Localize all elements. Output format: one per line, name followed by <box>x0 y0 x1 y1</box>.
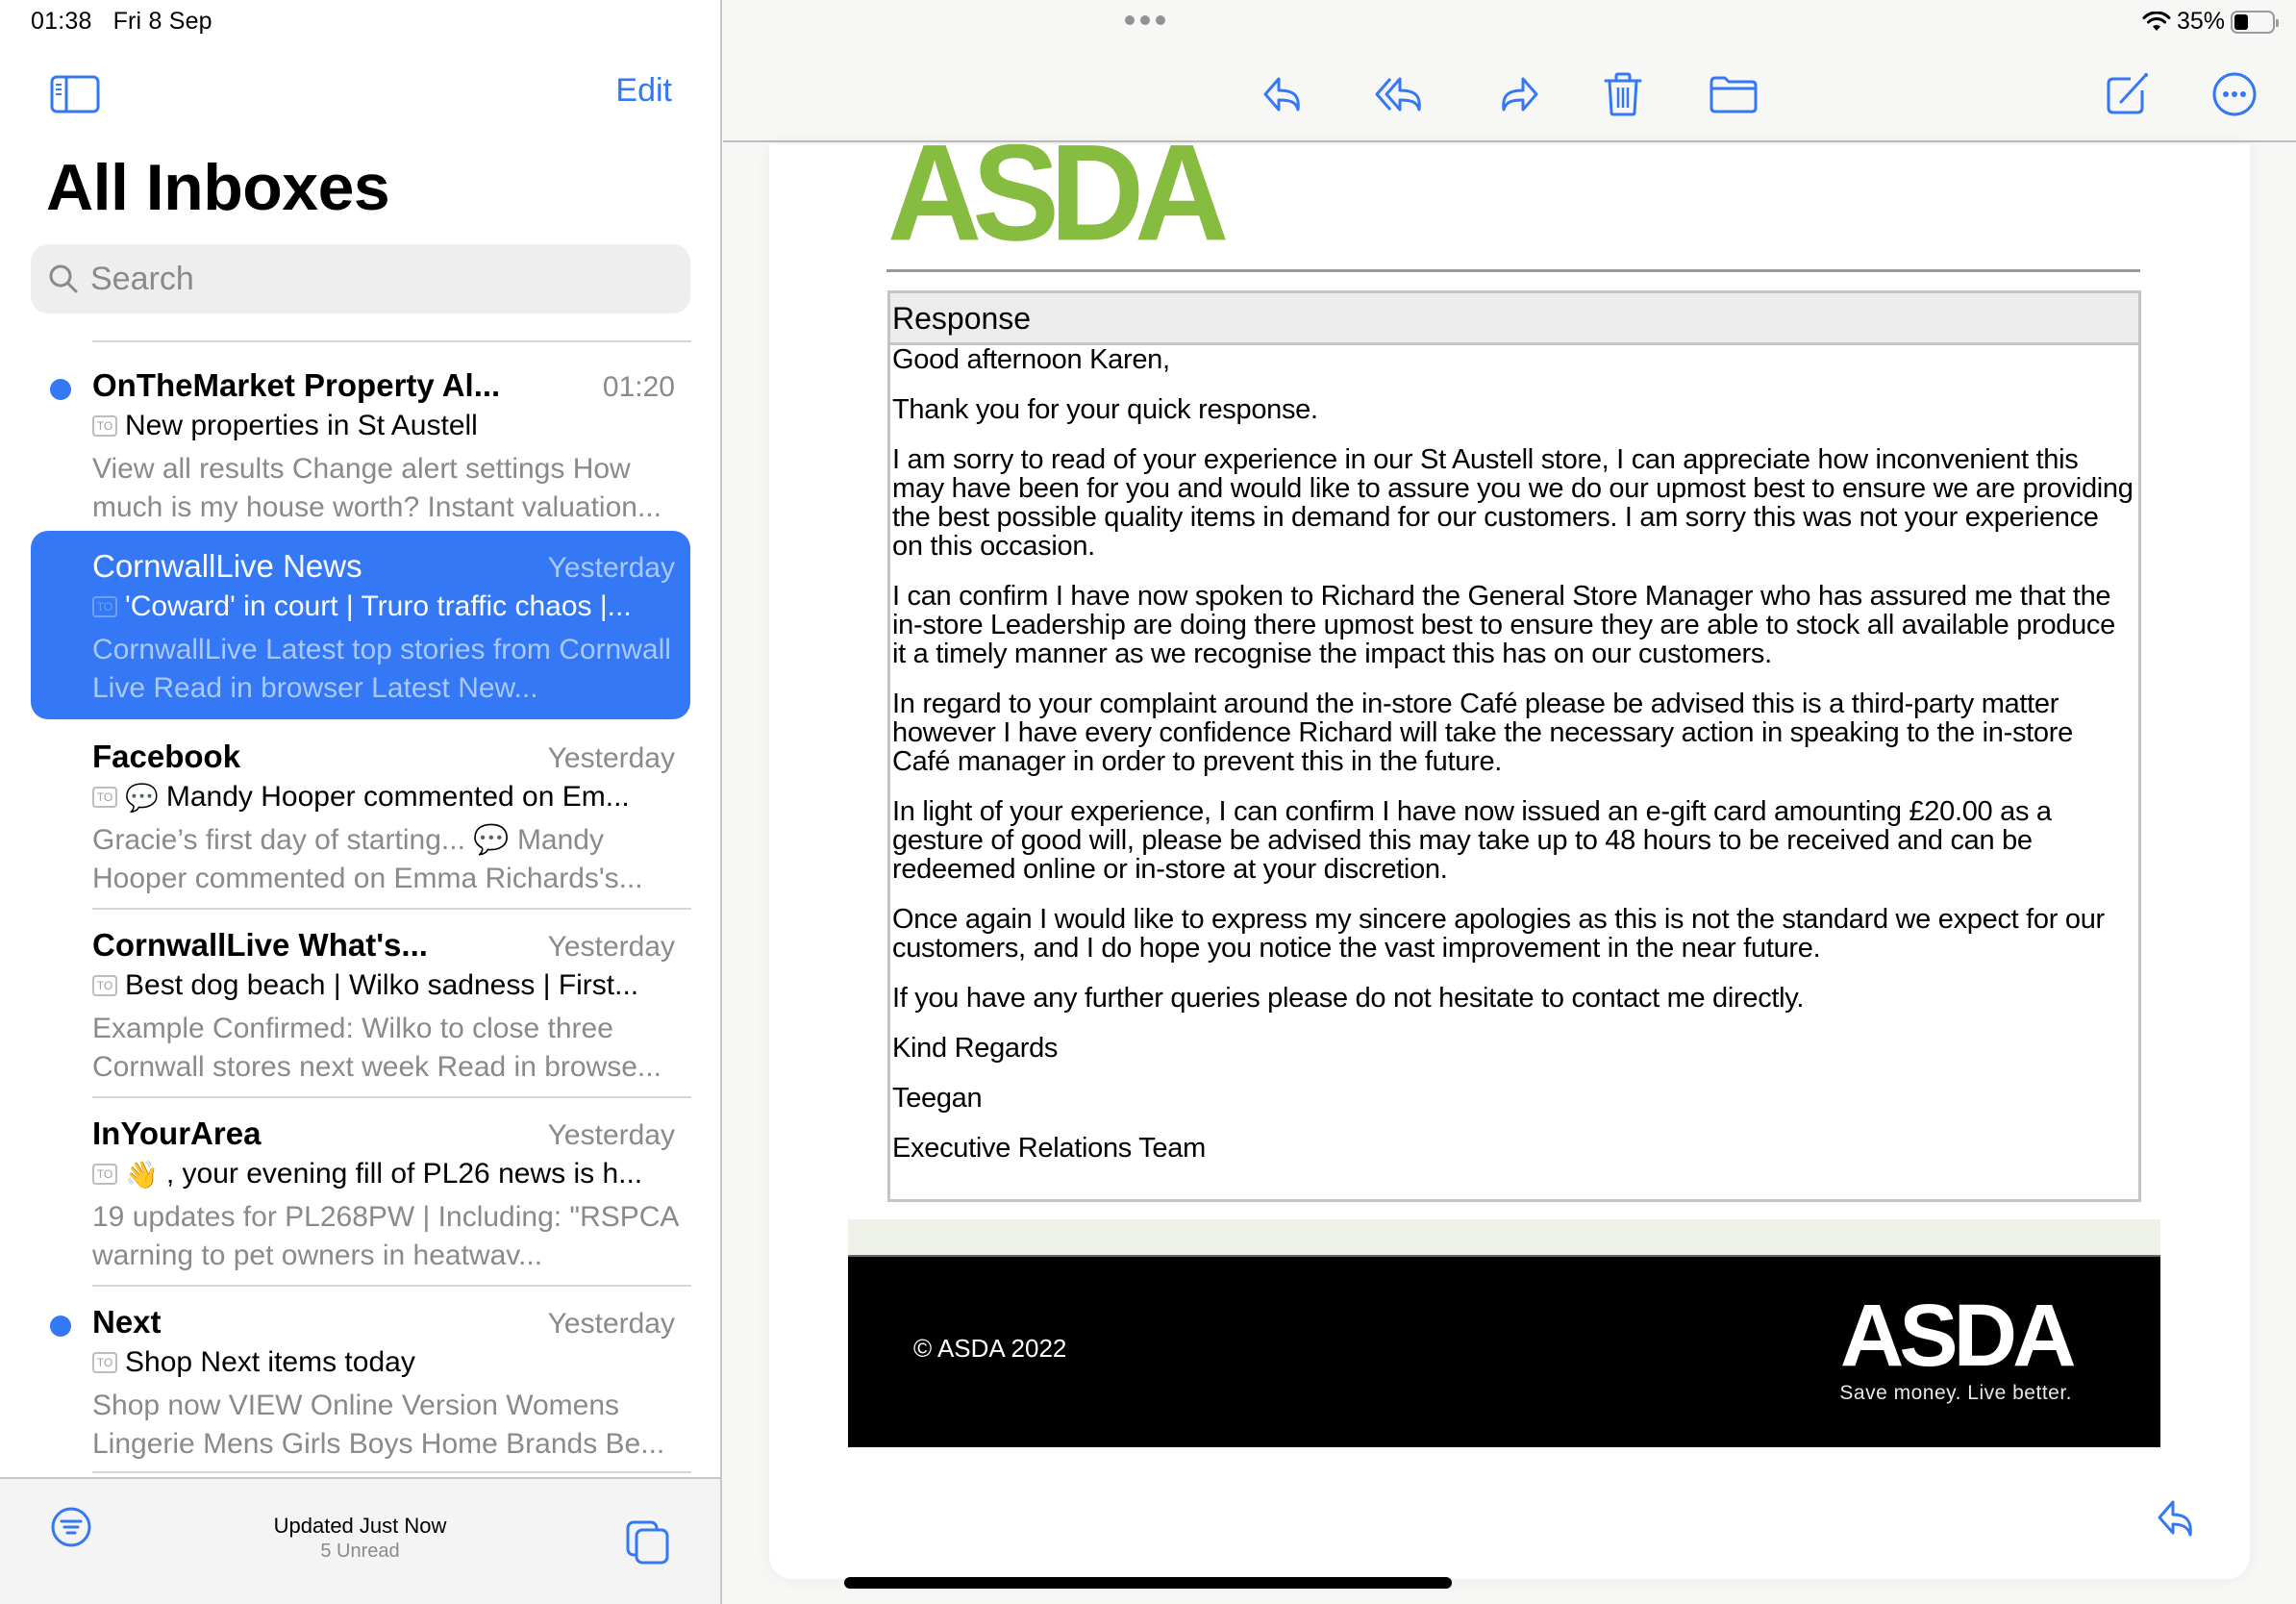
status-time: 01:38 <box>31 8 92 35</box>
message-time: Yesterday <box>547 742 675 774</box>
multitasking-dots-icon[interactable] <box>1125 15 1165 25</box>
more-icon[interactable] <box>2209 69 2259 119</box>
body-paragraph: Once again I would like to express my sincere apologies as this is not the standard we expect for our customers, and I do hope you notice the vast improvement in the near future. <box>892 904 2105 964</box>
body-paragraph: I can confirm I have now spoken to Richard the General Store Manager who has assured me that the in-store Leadership are doing there upmost best to ensure they are able to stock all available produce it a timely manner as we recognise the impact this has on our customers. <box>892 581 2115 669</box>
trash-icon[interactable] <box>1598 69 1648 119</box>
body-paragraph: In regard to your complaint around the in-store Café please be advised this is a third-party matter however I have every confidence Richard will take the necessary action in speaking to the in-store Café manager in order to prevent this in the future. <box>892 689 2073 777</box>
message-subject: , your evening fill of PL26 news is h... <box>165 1158 643 1190</box>
divider <box>92 340 691 342</box>
message-time: Yesterday <box>547 931 675 963</box>
folder-icon[interactable] <box>1708 69 1759 119</box>
forward-icon[interactable] <box>1492 69 1542 119</box>
signature-name: Teegan <box>892 1083 983 1114</box>
message-sender: Next <box>92 1304 162 1340</box>
search-input[interactable] <box>90 261 667 298</box>
search-field[interactable] <box>31 244 690 313</box>
edit-button[interactable]: Edit <box>615 72 672 109</box>
mailbox-sidebar <box>0 0 722 1604</box>
updated-status: Updated Just Now <box>273 1514 447 1538</box>
message-item[interactable] <box>31 350 690 539</box>
message-preview: 19 updates for PL268PW | Including: "RSPCA warning to pet owners in heatwav... <box>92 1201 678 1271</box>
sign-off: Kind Regards <box>892 1033 1059 1064</box>
asda-tagline: Save money. Live better. <box>1839 1382 2072 1404</box>
body-paragraph: I am sorry to read of your experience in our St Austell store, I can appreciate how inconvenient this may have been for you and would like to assure you we do our upmost best to ensure we are providing the best possible quality items in demand for our customers. I am sorry this was not your experience on this occasion. <box>892 444 2134 562</box>
speech-bubble-icon: 💬 <box>125 782 159 813</box>
to-badge-icon: TO <box>92 415 117 437</box>
message-subject: Mandy Hooper commented on Em... <box>165 781 630 813</box>
body-paragraph: In light of your experience, I can confirm I have now issued an e-gift card amounting £20.00 as a gesture of good will, please be advised this may take up to 48 hours to be received and can be redeemed online or in-store at your discretion. <box>892 796 2052 885</box>
body-paragraph: If you have any further queries please do not hesitate to contact me directly. <box>892 983 1805 1014</box>
to-badge-icon: TO <box>92 787 117 808</box>
message-sender: Facebook <box>92 739 241 774</box>
compose-icon[interactable] <box>2102 69 2152 119</box>
message-preview: CornwallLive Latest top stories from Cornwall Live Read in browser Latest New... <box>92 634 671 704</box>
reply-icon[interactable] <box>1260 69 1310 119</box>
message-preview: Gracie’s first day of starting... 💬 Mandy Hooper commented on Emma Richards's... <box>92 824 643 894</box>
divider <box>92 1471 691 1473</box>
asda-footer-wordmark: ASDA <box>1839 1287 2072 1385</box>
message-subject-row <box>92 1158 642 1190</box>
status-bar-left <box>31 8 212 36</box>
body-paragraph: Thank you for your quick response. <box>892 394 1318 425</box>
message-subject: 'Coward' in court | Truro traffic chaos |... <box>125 590 632 622</box>
reply-all-icon[interactable] <box>1373 69 1433 119</box>
message-subject-row <box>92 1346 415 1379</box>
to-badge-icon: TO <box>92 975 117 996</box>
message-item[interactable] <box>31 721 690 910</box>
unread-dot-icon <box>50 379 71 400</box>
waving-hand-icon: 👋 <box>125 1159 159 1190</box>
greeting: Good afternoon Karen, <box>892 344 1170 375</box>
status-date: Fri 8 Sep <box>112 8 212 35</box>
email-footer <box>848 1255 2160 1447</box>
message-subject: Best dog beach | Wilko sadness | First... <box>125 969 639 1001</box>
status-bar-right <box>2142 8 2275 36</box>
response-header: Response <box>890 293 2138 345</box>
signature-team: Executive Relations Team <box>892 1133 1206 1164</box>
message-subject: New properties in St Austell <box>125 410 478 441</box>
message-sender: InYourArea <box>92 1115 262 1151</box>
to-badge-icon: TO <box>92 596 117 617</box>
message-preview: View all results Change alert settings How much is my house worth? Instant valuation... <box>92 453 661 523</box>
message-preview: Shop now VIEW Online Version Womens Lingerie Mens Girls Boys Home Brands Be... <box>92 1390 665 1460</box>
battery-icon <box>2231 11 2275 34</box>
message-subject-row <box>92 969 638 1002</box>
page-title: All Inboxes <box>46 151 390 224</box>
response-body <box>890 345 2138 1163</box>
message-subject-row <box>92 590 632 623</box>
unread-dot-icon <box>50 1316 71 1337</box>
message-item[interactable] <box>31 910 690 1098</box>
sidebar-footer <box>0 1477 720 1604</box>
mailbox-status <box>0 1514 720 1563</box>
wifi-icon <box>2142 12 2171 33</box>
battery-percent: 35% <box>2176 8 2225 35</box>
message-detail-pane <box>723 0 2296 1604</box>
message-sender: CornwallLive News <box>92 548 362 584</box>
message-item-selected[interactable] <box>31 531 690 719</box>
to-badge-icon: TO <box>92 1164 117 1185</box>
footer-band <box>848 1219 2160 1256</box>
message-subject-row <box>92 781 630 814</box>
message-toolbar <box>723 0 2296 142</box>
reply-icon[interactable] <box>2156 1498 2204 1539</box>
message-time: Yesterday <box>547 1119 675 1151</box>
email-content <box>769 144 2250 1579</box>
message-time: 01:20 <box>602 371 675 403</box>
home-indicator[interactable] <box>844 1577 1452 1589</box>
asda-footer-logo <box>1839 1287 2072 1405</box>
message-sender: OnTheMarket Property Al... <box>92 367 501 403</box>
copyright-text: © ASDA 2022 <box>913 1334 1067 1363</box>
to-badge-icon: TO <box>92 1352 117 1373</box>
sidebar-toggle-icon[interactable] <box>50 75 100 113</box>
message-time: Yesterday <box>547 552 675 584</box>
message-sender: CornwallLive What's... <box>92 927 428 963</box>
message-subject-row <box>92 410 478 442</box>
message-subject: Shop Next items today <box>125 1346 415 1378</box>
header-rule <box>886 269 2140 272</box>
message-preview: Example Confirmed: Wilko to close three Cornwall stores next week Read in browse... <box>92 1013 661 1083</box>
asda-logo: ASDA <box>887 144 1220 269</box>
mailboxes-icon[interactable] <box>625 1519 671 1566</box>
search-icon <box>46 262 81 296</box>
unread-count: 5 Unread <box>320 1541 400 1562</box>
message-time: Yesterday <box>547 1308 675 1340</box>
message-item[interactable] <box>31 1287 690 1475</box>
response-table <box>887 290 2141 1202</box>
message-item[interactable] <box>31 1098 690 1287</box>
